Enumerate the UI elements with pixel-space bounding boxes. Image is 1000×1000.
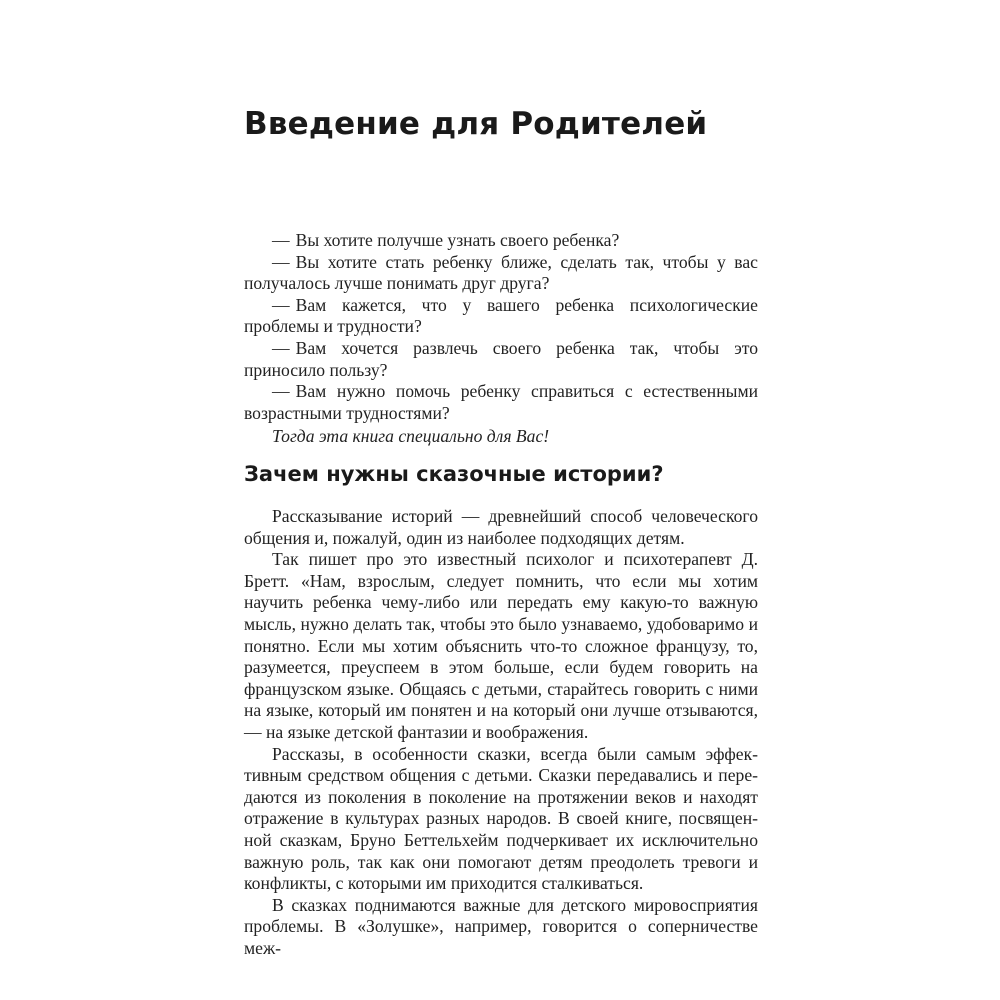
dash-mark: —: [272, 381, 290, 402]
question-item: [244, 381, 758, 424]
paragraph: Рассказывание историй — древнейший способ человеческого общения и, пожалуй, один из наиболее подходящих детям.: [244, 506, 758, 548]
dash-mark: —: [272, 337, 290, 358]
questions-block: [244, 230, 758, 448]
section-title: Зачем нужны сказочные истории?: [244, 462, 664, 486]
dash-mark: —: [272, 251, 290, 272]
paragraph: Так пишет про это известный психолог и психотерапевт Д. Бретт. «Нам, взрослым, следует помнить, что если мы хотим научить ребенка чему-либо или передать ему какую-то важную мысль, нужно делать так, чтобы это было узнаваемо, удобоваримо и понятно. Если мы хотим объяснить что-то сложное французу, то, разумеется, преуспеем в этом больше, если будем говорить на французском языке. Общаясь с детьми, старайтесь говорить с ними на языке, который им понятен и на который они лучше отзываются, — на языке детской фантазии и воображения.: [244, 549, 758, 742]
dash-mark: —: [272, 294, 290, 315]
page-title: Введение для Родителей: [244, 106, 708, 142]
question-text: Вам хочется развлечь своего ребенка так, чтобы это приносило пользу?: [244, 337, 758, 380]
paragraph: В сказках поднимаются важные для детского мировосприятия проблемы. В «Золушке», например, говорится о соперничестве меж-: [244, 894, 758, 958]
paragraph: Рассказы, в особенности сказки, всегда были самым эффективным средством общения с детьми. Сказки передавались и передаются из поколения в поколение на протяжении веков и находят отражение в культурах разных народов. В своей книге, посвященной сказкам, Бруно Беттельхейм подчеркивает их исключительно важную роль, так как они помогают детям преодолеть тревоги и конфликты, с которыми им приходится сталкиваться.: [244, 743, 758, 894]
section-body: [244, 506, 758, 959]
question-text: Вам кажется, что у вашего ребенка психологические проблемы и трудности?: [244, 294, 758, 337]
question-item: [244, 338, 758, 381]
question-item: [244, 230, 758, 252]
question-text: Вам нужно помочь ребенку справиться с естественными возрастными трудностями?: [244, 381, 758, 423]
callout-line: Тогда эта книга специально для Вас!: [272, 426, 550, 447]
question-item: [244, 295, 758, 338]
dash-mark: —: [272, 230, 290, 250]
question-text: Вы хотите стать ребенку ближе, сделать так, чтобы у вас получалось лучше понимать друг друга?: [244, 251, 758, 294]
question-text: Вы хотите получше узнать своего ребенка?: [295, 230, 620, 250]
question-item: [244, 252, 758, 295]
